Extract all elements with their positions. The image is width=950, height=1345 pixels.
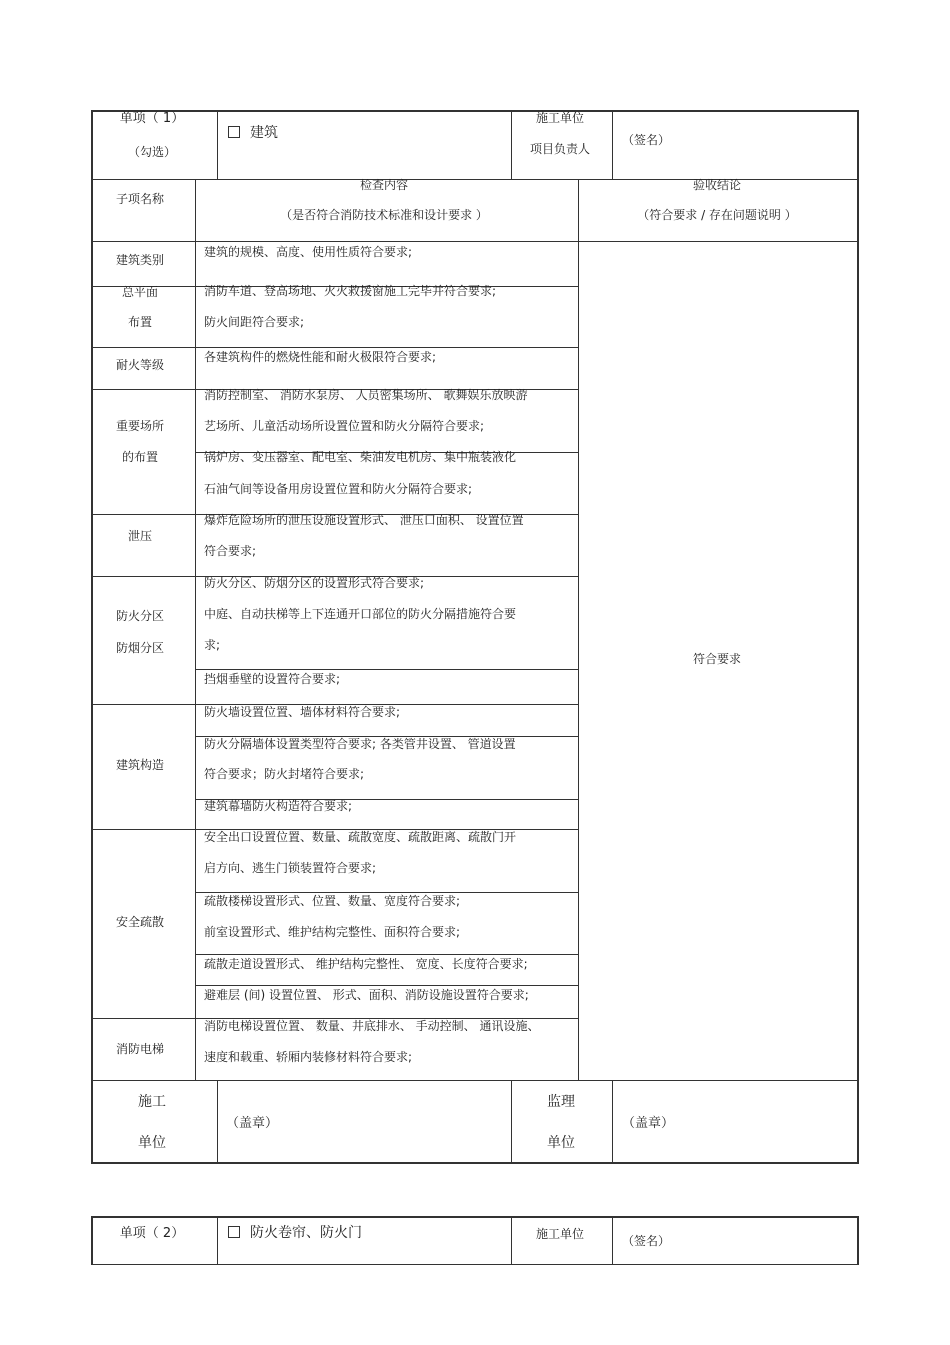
signature-field[interactable]: （签名） xyxy=(622,1234,671,1248)
row-name-key-places-2: 的布置 xyxy=(121,450,159,464)
col-conclusion-note: （符合要求 / 存在问题说明 ） xyxy=(637,208,797,222)
row-name-fire-rating: 耐火等级 xyxy=(115,358,165,372)
check-item: 爆炸危险场所的泄压设施设置形式、 泄压口面积、 设置位置 xyxy=(204,513,524,527)
divider xyxy=(578,179,579,241)
divider xyxy=(196,892,578,893)
footer-contractor-label: 施工 xyxy=(138,1094,166,1110)
divider xyxy=(217,1217,218,1265)
col-check-content: 检查内容 xyxy=(359,178,409,192)
contractor-label: 施工单位 xyxy=(535,1227,585,1241)
row-name-construction: 建筑构造 xyxy=(115,758,165,772)
row-name-evacuation: 安全疏散 xyxy=(115,915,165,929)
divider xyxy=(92,1080,858,1081)
check-item: 消防电梯设置位置、 数量、井底排水、 手动控制、 通讯设施、 xyxy=(204,1019,540,1033)
row-name-compartments: 防火分区 xyxy=(115,609,165,623)
check-item: 艺场所、儿童活动场所设置位置和防火分隔符合要求; xyxy=(204,419,485,433)
checkbox-icon[interactable] xyxy=(228,1226,240,1238)
row-name-building-category: 建筑类别 xyxy=(115,253,165,267)
divider xyxy=(196,954,578,955)
check-item: 启方向、逃生门锁装置符合要求; xyxy=(204,861,377,875)
divider xyxy=(217,111,218,179)
item-hint: （勾选） xyxy=(127,145,177,159)
col-check-content-note: （是否符合消防技术标准和设计要求 ） xyxy=(280,208,488,222)
check-item: 前室设置形式、维护结构完整性、面积符合要求; xyxy=(204,925,461,939)
check-item: 安全出口设置位置、数量、疏散宽度、疏散距离、疏散门开 xyxy=(204,830,517,844)
table-border-bottom xyxy=(91,1162,859,1164)
item-checkbox-label: 防火卷帘、防火门 xyxy=(250,1225,362,1241)
check-item: 避难层 (间) 设置位置、 形式、面积、消防设施设置符合要求; xyxy=(204,988,529,1002)
supervisor-stamp-field[interactable]: （盖章） xyxy=(622,1116,675,1131)
item-checkbox-label: 建筑 xyxy=(250,125,278,141)
divider xyxy=(92,241,858,242)
divider xyxy=(196,669,578,670)
conclusion-value: 符合要求 xyxy=(692,652,742,666)
check-item: 石油气间等设备用房设置位置和防火分隔符合要求; xyxy=(204,482,473,496)
check-item: 防火间距符合要求; xyxy=(204,315,305,329)
table-border-right xyxy=(857,110,859,1164)
check-item: 防火分区、防烟分区的设置形式符合要求; xyxy=(204,576,425,590)
check-item: 符合要求; xyxy=(204,544,257,558)
row-name-pressure-relief: 泄压 xyxy=(127,529,153,543)
divider xyxy=(578,241,579,1080)
table-border-bottom xyxy=(91,1264,859,1265)
footer-supervisor-label-2: 单位 xyxy=(547,1135,575,1151)
divider xyxy=(511,111,512,179)
check-item: 疏散楼梯设置形式、位置、数量、宽度符合要求; xyxy=(204,894,461,908)
divider xyxy=(195,179,196,241)
divider xyxy=(196,985,578,986)
divider xyxy=(92,347,578,348)
divider xyxy=(612,1217,613,1265)
check-item: 疏散走道设置形式、 维护结构完整性、 宽度、长度符合要求; xyxy=(204,957,528,971)
check-item: 消防控制室、 消防水泵房、 人员密集场所、 歌舞娱乐放映游 xyxy=(204,388,528,402)
divider xyxy=(217,1080,218,1162)
check-item: 建筑的规模、高度、使用性质符合要求; xyxy=(204,245,413,259)
divider xyxy=(92,179,858,180)
table-border-top xyxy=(91,1216,859,1218)
table-border-left xyxy=(91,1216,93,1265)
col-sub-item: 子项名称 xyxy=(115,192,165,206)
check-item: 速度和载重、轿厢内装修材料符合要求; xyxy=(204,1050,413,1064)
signature-field[interactable]: （签名） xyxy=(622,133,671,147)
check-item: 防火墙设置位置、墙体材料符合要求; xyxy=(204,705,401,719)
col-conclusion: 验收结论 xyxy=(692,178,742,192)
divider xyxy=(511,1217,512,1265)
row-name-site-layout: 总平面 xyxy=(121,285,159,299)
check-item: 符合要求；防火封堵符合要求; xyxy=(204,767,365,781)
check-item: 挡烟垂壁的设置符合要求; xyxy=(204,672,341,686)
table-border-left xyxy=(91,110,93,1164)
check-item: 各建筑构件的燃烧性能和耐火极限符合要求; xyxy=(204,350,437,364)
check-item: 防火分隔墙体设置类型符合要求; 各类管井设置、 管道设置 xyxy=(204,737,516,751)
item-checkbox[interactable] xyxy=(228,1226,362,1240)
item-checkbox[interactable] xyxy=(228,126,278,140)
contractor-stamp-field[interactable]: （盖章） xyxy=(226,1116,279,1131)
check-item: 消防车道、登高场地、火火救援窗施工完毕并符合要求; xyxy=(204,284,497,298)
item-label: 单项（ 2） xyxy=(119,1226,185,1241)
project-lead-label: 项目负责人 xyxy=(529,142,591,156)
row-name-key-places: 重要场所 xyxy=(115,419,165,433)
divider xyxy=(612,1080,613,1162)
check-item: 中庭、自动扶梯等上下连通开口部位的防火分隔措施符合要 xyxy=(204,607,517,621)
footer-contractor-label-2: 单位 xyxy=(138,1135,166,1151)
row-name-compartments-2: 防烟分区 xyxy=(115,641,165,655)
check-item: 锅炉房、变压器室、配电室、柴油发电机房、集中瓶装液化 xyxy=(204,450,517,464)
row-name-site-layout-2: 布置 xyxy=(127,315,153,329)
check-item: 求; xyxy=(204,638,221,652)
footer-supervisor-label: 监理 xyxy=(547,1094,575,1110)
checkbox-icon[interactable] xyxy=(228,126,240,138)
divider xyxy=(612,111,613,179)
table-border-right xyxy=(857,1216,859,1265)
table-border-top xyxy=(91,110,859,112)
divider xyxy=(511,1080,512,1162)
contractor-label: 施工单位 xyxy=(535,111,585,125)
item-label: 单项（ 1） xyxy=(119,111,185,126)
row-name-fire-elevator: 消防电梯 xyxy=(115,1042,165,1056)
check-item: 建筑幕墙防火构造符合要求; xyxy=(204,799,353,813)
